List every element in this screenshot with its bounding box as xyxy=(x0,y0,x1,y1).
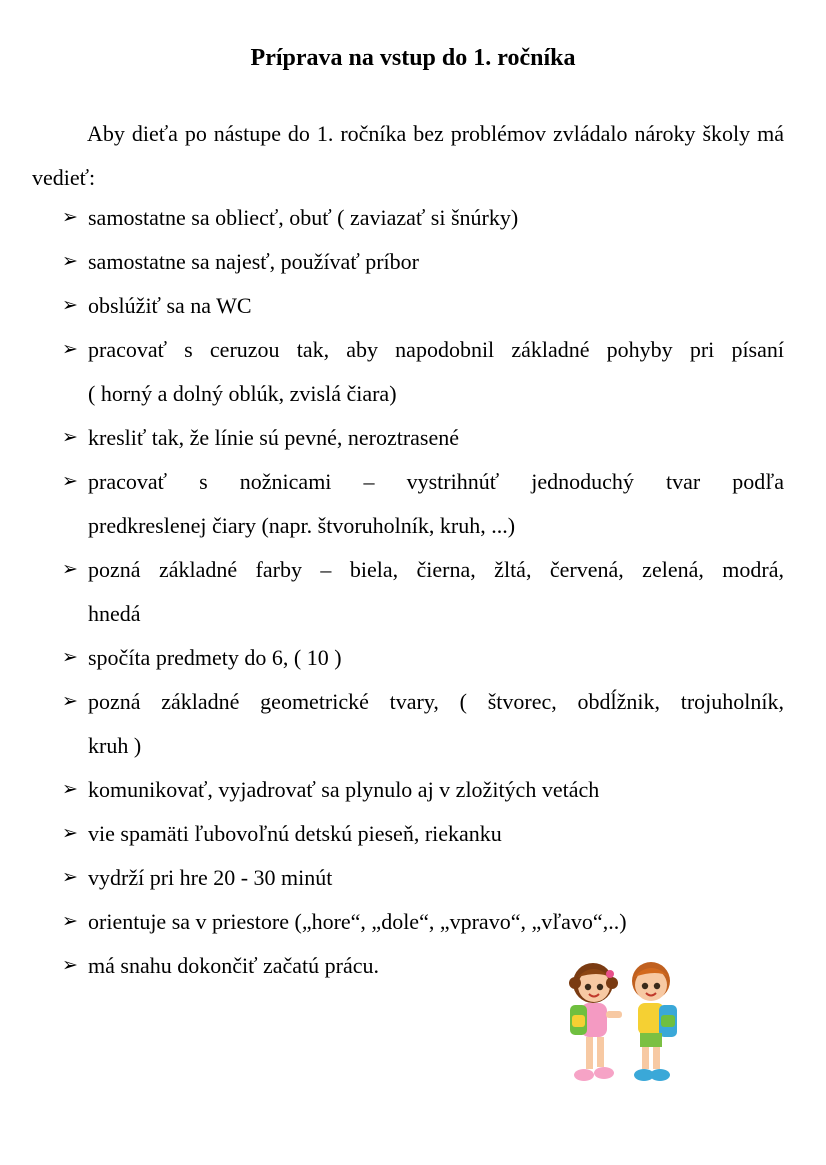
list-item xyxy=(62,768,784,812)
arrow-bullet-icon: ➢ xyxy=(62,647,78,668)
list-item xyxy=(62,284,784,328)
school-kids-illustration xyxy=(548,955,698,1095)
arrow-bullet-icon: ➢ xyxy=(62,823,78,844)
list-item-text: orientuje sa v priestore („hore“, „dole“, „vpravo“, „vľavo“,..) xyxy=(88,909,627,934)
list-item-text: spočíta predmety do 6, ( 10 ) xyxy=(88,645,342,670)
arrow-bullet-icon: ➢ xyxy=(62,559,78,580)
arrow-bullet-icon: ➢ xyxy=(62,779,78,800)
list-item-text: komunikovať, vyjadrovať sa plynulo aj v zložitých vetách xyxy=(88,777,600,802)
list-item-continuation: predkreslenej čiary (napr. štvoruholník, kruh, ...) xyxy=(88,513,516,538)
list-item xyxy=(62,680,784,768)
list-item-text: samostatne sa obliecť, obuť ( zaviazať si šnúrky) xyxy=(88,205,519,230)
requirements-list xyxy=(62,196,784,988)
arrow-bullet-icon: ➢ xyxy=(62,471,78,492)
list-item-text: vydrží pri hre 20 - 30 minút xyxy=(88,865,333,890)
list-item xyxy=(62,548,784,636)
list-item xyxy=(62,460,784,548)
arrow-bullet-icon: ➢ xyxy=(62,427,78,448)
list-item xyxy=(62,328,784,416)
list-item xyxy=(62,636,784,680)
list-item-text: vie spamäti ľubovoľnú detskú pieseň, riekanku xyxy=(88,821,502,846)
list-item-text: obslúžiť sa na WC xyxy=(88,293,252,318)
arrow-bullet-icon: ➢ xyxy=(62,955,78,976)
arrow-bullet-icon: ➢ xyxy=(62,867,78,888)
arrow-bullet-icon: ➢ xyxy=(62,339,78,360)
list-item-text: pozná základné farby – biela, čierna, žltá, červená, zelená, modrá, xyxy=(88,557,784,582)
list-item-text: pozná základné geometrické tvary, ( štvorec, obdĺžnik, trojuholník, xyxy=(88,689,784,714)
list-item-text: má snahu dokončiť začatú prácu. xyxy=(88,953,380,978)
list-item-continuation: kruh ) xyxy=(88,733,142,758)
intro-paragraph: Aby dieťa po nástupe do 1. ročníka bez problémov zvládalo nároky školy má vedieť: xyxy=(32,121,784,190)
list-item-text: pracovať s ceruzou tak, aby napodobnil základné pohyby pri písaní xyxy=(88,337,784,362)
list-item-continuation: hnedá xyxy=(88,601,141,626)
arrow-bullet-icon: ➢ xyxy=(62,207,78,228)
list-item-continuation: ( horný a dolný oblúk, zvislá čiara) xyxy=(88,381,397,406)
arrow-bullet-icon: ➢ xyxy=(62,251,78,272)
boy-figure xyxy=(632,962,677,1081)
arrow-bullet-icon: ➢ xyxy=(62,295,78,316)
list-item-text: kresliť tak, že línie sú pevné, neroztrasené xyxy=(88,425,460,450)
girl-figure xyxy=(569,963,622,1081)
list-item xyxy=(62,240,784,284)
list-item xyxy=(62,900,784,944)
arrow-bullet-icon: ➢ xyxy=(62,691,78,712)
list-item xyxy=(62,856,784,900)
list-item-text: pracovať s nožnicami – vystrihnúť jednoduchý tvar podľa xyxy=(88,469,784,494)
list-item-text: samostatne sa najesť, používať príbor xyxy=(88,249,419,274)
document-title: Príprava na vstup do 1. ročníka xyxy=(250,45,576,71)
list-item xyxy=(62,196,784,240)
list-item xyxy=(62,812,784,856)
arrow-bullet-icon: ➢ xyxy=(62,911,78,932)
list-item xyxy=(62,416,784,460)
